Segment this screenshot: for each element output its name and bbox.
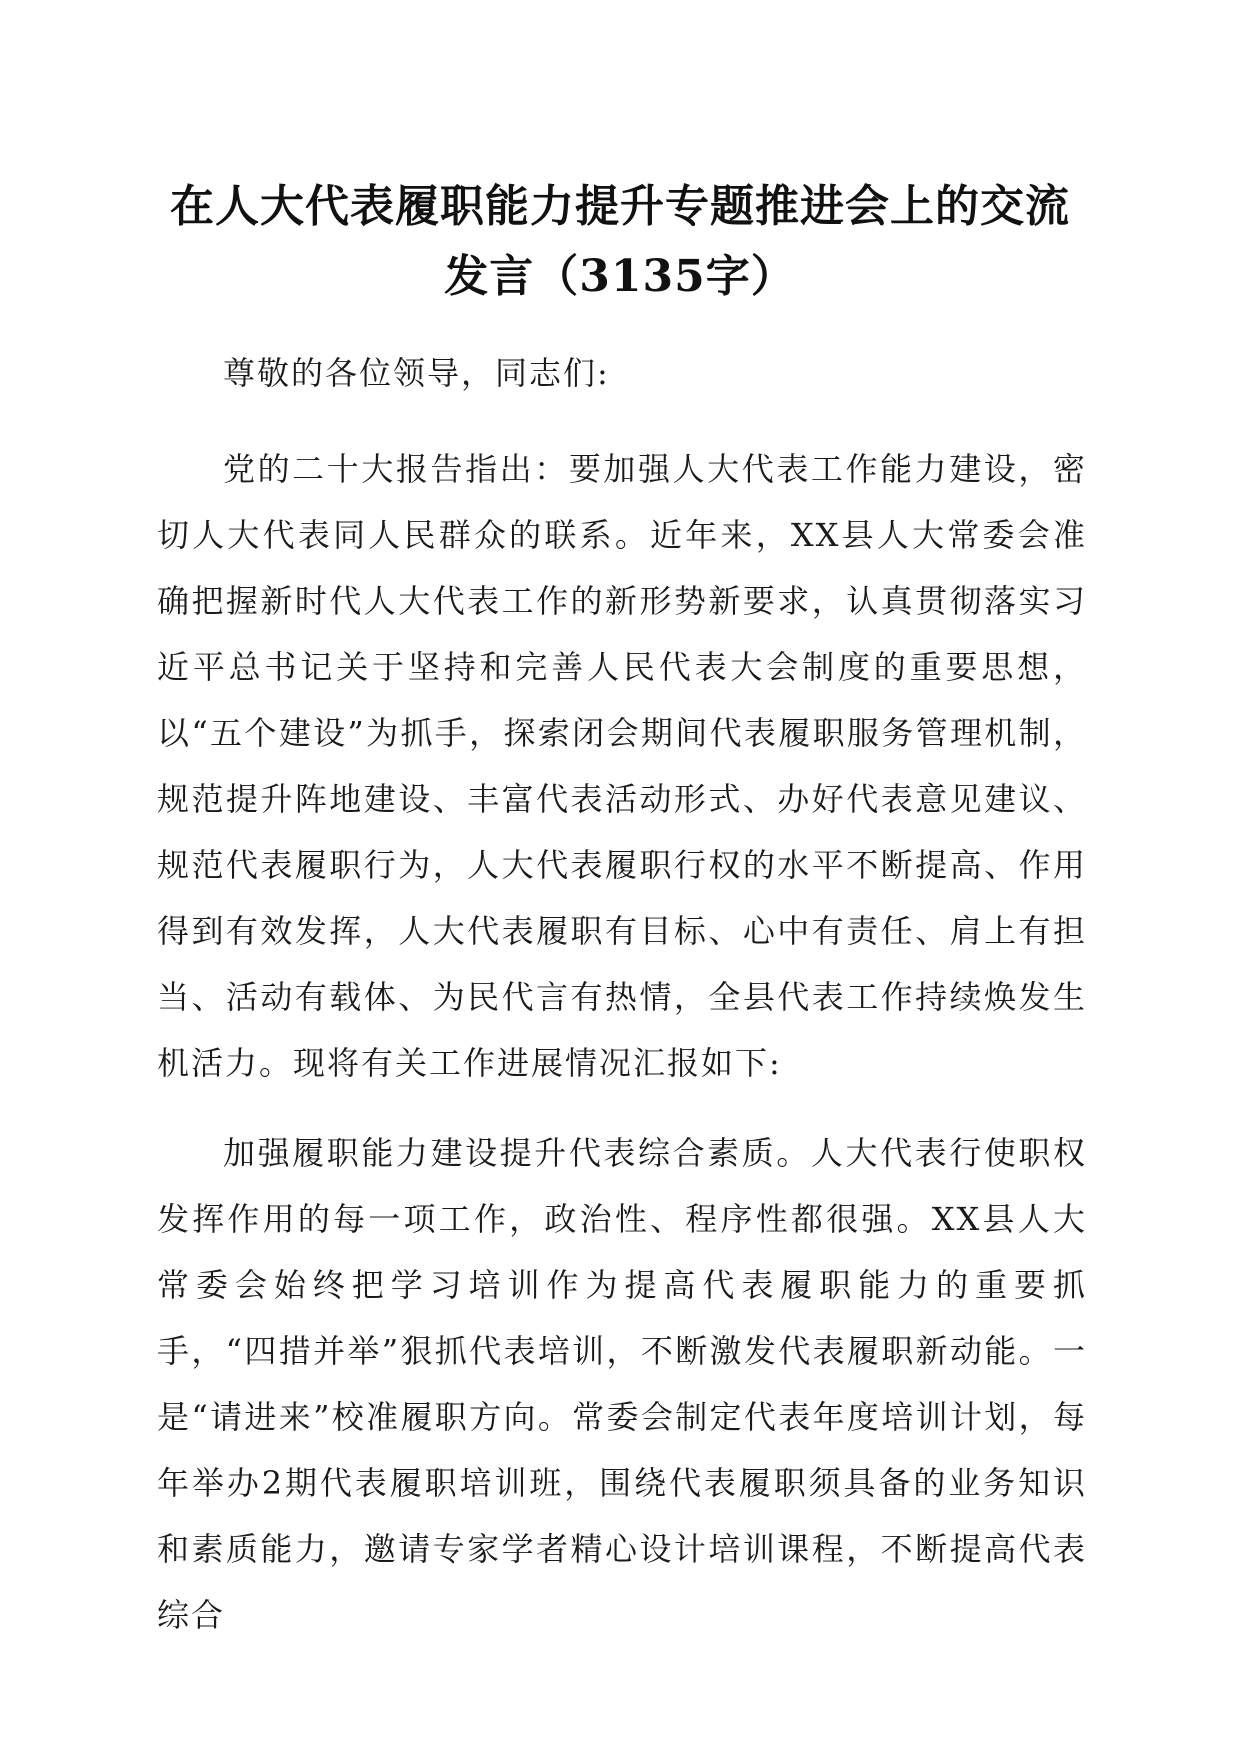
title-line-2: 发言（3135字） <box>444 251 796 302</box>
document-title <box>150 172 1090 312</box>
document-body <box>157 340 1087 1672</box>
greeting: 尊敬的各位领导，同志们: <box>223 354 610 392</box>
body-paragraph-2: 加强履职能力建设提升代表综合素质。人大代表行使职权发挥作用的每一项工作，政治性、程序性都很强。XX县人大常委会始终把学习培训作为提高代表履职能力的重要抓手，“四措并举”狠抓代表培训，不断激发代表履职新动能。一是“请进来”校准履职方向。常委会制定代表年度培训计划，每年举办2期代表履职培训班，围绕代表履职须具备的业务知识和素质能力，邀请专家学者精心设计培训课程，不断提高代表综合 <box>157 1134 1087 1634</box>
body-paragraph-1: 党的二十大报告指出：要加强人大代表工作能力建设，密切人大代表同人民群众的联系。近年来，XX县人大常委会准确把握新时代人大代表工作的新形势新要求，认真贯彻落实习近平总书记关于坚持和完善人民代表大会制度的重要思想，以“五个建设”为抓手，探索闭会期间代表履职服务管理机制，规范提升阵地建设、丰富代表活动形式、办好代表意见建议、规范代表履职行为，人大代表履职行权的水平不断提高、作用得到有效发挥，人大代表履职有目标、心中有责任、肩上有担当、活动有载体、为民代言有热情，全县代表工作持续焕发生机活力。现将有关工作进展情况汇报如下: <box>157 450 1087 1082</box>
title-line-1: 在人大代表履职能力提升专题推进会上的交流 <box>170 181 1070 232</box>
